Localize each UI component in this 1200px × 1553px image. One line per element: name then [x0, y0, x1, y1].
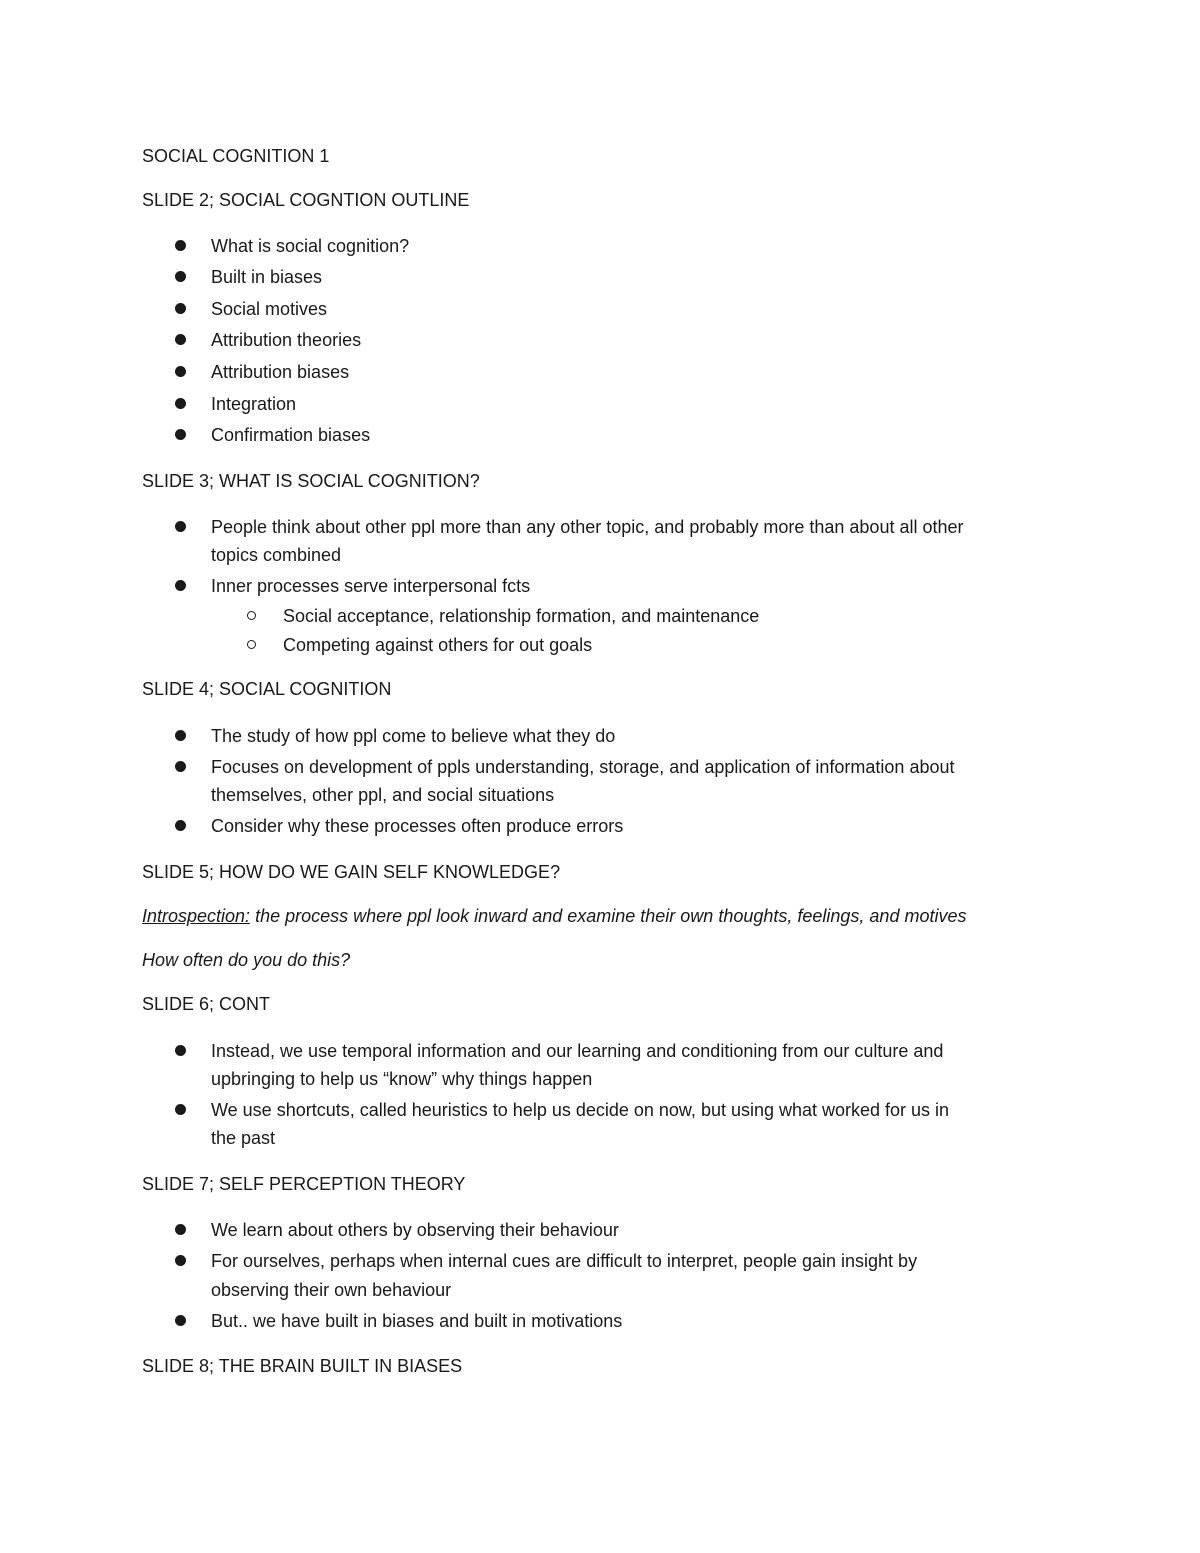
hollow-bullet-icon	[247, 640, 256, 649]
slide7-heading: SLIDE 7; SELF PERCEPTION THEORY	[142, 1174, 466, 1194]
sub-list-item: Competing against others for out goals	[283, 635, 593, 655]
list-item-continuation: observing their own behaviour	[211, 1280, 452, 1300]
bullet-icon	[175, 820, 186, 831]
bullet-icon	[175, 761, 186, 772]
list-item-continuation: the past	[211, 1128, 276, 1148]
slide6-heading: SLIDE 6; CONT	[142, 994, 271, 1014]
list-item: What is social cognition?	[211, 236, 410, 256]
bullet-icon	[175, 1255, 186, 1266]
bullet-icon	[175, 398, 186, 409]
bullet-icon	[175, 429, 186, 440]
bullet-icon	[175, 240, 186, 251]
list-item: Attribution biases	[211, 362, 350, 382]
reflection-question: How often do you do this?	[142, 950, 351, 970]
bullet-icon	[175, 303, 186, 314]
bullet-icon	[175, 1315, 186, 1326]
slide5-heading: SLIDE 5; HOW DO WE GAIN SELF KNOWLEDGE?	[142, 862, 561, 882]
list-item: Confirmation biases	[211, 425, 371, 445]
slide2-heading: SLIDE 2; SOCIAL COGNTION OUTLINE	[142, 190, 470, 210]
list-item: Inner processes serve interpersonal fcts	[211, 576, 531, 596]
list-item: The study of how ppl come to believe what they do	[211, 726, 616, 746]
slide8-heading: SLIDE 8; THE BRAIN BUILT IN BIASES	[142, 1356, 463, 1376]
bullet-icon	[175, 1224, 186, 1235]
bullet-icon	[175, 1104, 186, 1115]
list-item: For ourselves, perhaps when internal cues are difficult to interpret, people gain insight by	[211, 1251, 918, 1271]
list-item-continuation: topics combined	[211, 545, 342, 565]
slide3-heading: SLIDE 3; WHAT IS SOCIAL COGNITION?	[142, 471, 480, 491]
list-item: Attribution theories	[211, 330, 362, 350]
list-item: Integration	[211, 394, 297, 414]
hollow-bullet-icon	[247, 611, 256, 620]
list-item: Instead, we use temporal information and our learning and conditioning from our culture and	[211, 1041, 944, 1061]
bullet-icon	[175, 521, 186, 532]
bullet-icon	[175, 730, 186, 741]
list-item: Focuses on development of ppls understanding, storage, and application of information about	[211, 757, 955, 777]
list-item: We use shortcuts, called heuristics to help us decide on now, but using what worked for us in	[211, 1100, 950, 1120]
list-item: Social motives	[211, 299, 328, 319]
list-item: But.. we have built in biases and built in motivations	[211, 1311, 623, 1331]
list-item: Built in biases	[211, 267, 323, 287]
document-title: SOCIAL COGNITION 1	[142, 146, 330, 166]
list-item-continuation: themselves, other ppl, and social situations	[211, 785, 555, 805]
sub-list-item: Social acceptance, relationship formation, and maintenance	[283, 606, 760, 626]
definition-text: the process where ppl look inward and examine their own thoughts, feelings, and motives	[250, 906, 967, 926]
bullet-icon	[175, 271, 186, 282]
list-item: Consider why these processes often produce errors	[211, 816, 624, 836]
bullet-icon	[175, 366, 186, 377]
bullet-icon	[175, 1045, 186, 1056]
list-item: People think about other ppl more than any other topic, and probably more than about all other	[211, 517, 964, 537]
introspection-definition	[142, 902, 966, 930]
slide4-heading: SLIDE 4; SOCIAL COGNITION	[142, 679, 392, 699]
bullet-icon	[175, 334, 186, 345]
term-introspection: Introspection:	[142, 906, 251, 926]
list-item-continuation: upbringing to help us “know” why things happen	[211, 1069, 593, 1089]
list-item: We learn about others by observing their behaviour	[211, 1220, 619, 1240]
bullet-icon	[175, 580, 186, 591]
